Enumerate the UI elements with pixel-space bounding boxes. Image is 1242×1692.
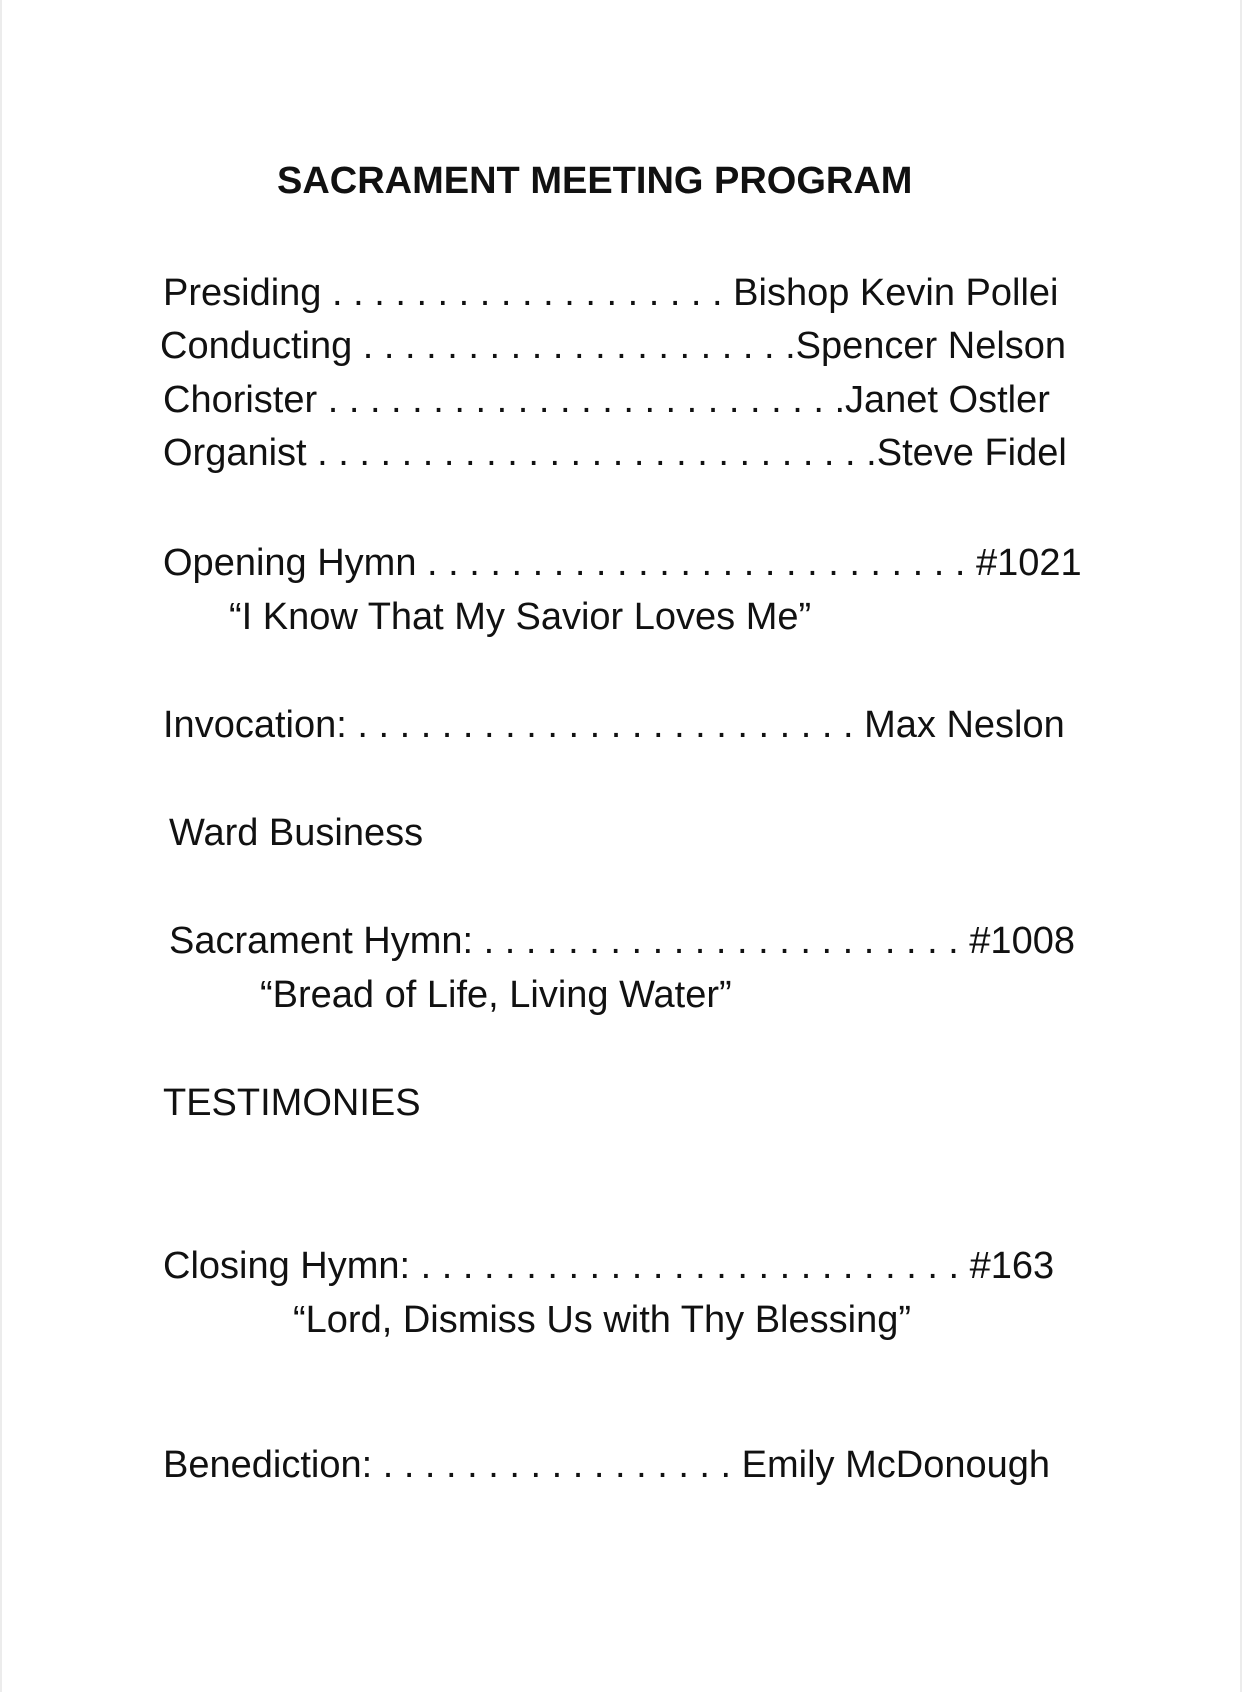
ward-business-heading: Ward Business [169, 812, 424, 854]
presiding-line: Presiding . . . . . . . . . . . . . . . . . . . Bishop Kevin Pollei [163, 272, 1059, 314]
chorister-line: Chorister . . . . . . . . . . . . . . . . . . . . . . . . .Janet Ostler [163, 379, 1050, 421]
closing-hymn-title: “Lord, Dismiss Us with Thy Blessing” [293, 1299, 912, 1341]
sacrament-hymn-line: Sacrament Hymn: . . . . . . . . . . . . . . . . . . . . . . . #1008 [169, 920, 1075, 962]
benediction-line: Benediction: . . . . . . . . . . . . . . . . . Emily McDonough [163, 1444, 1051, 1486]
organist-line: Organist . . . . . . . . . . . . . . . . . . . . . . . . . . .Steve Fidel [163, 432, 1067, 474]
testimonies-heading: TESTIMONIES [163, 1082, 421, 1124]
sacrament-hymn-title: “Bread of Life, Living Water” [260, 974, 732, 1016]
program-title: SACRAMENT MEETING PROGRAM [277, 160, 913, 202]
invocation-line: Invocation: . . . . . . . . . . . . . . . . . . . . . . . . Max Neslon [163, 704, 1065, 746]
opening-hymn-line: Opening Hymn . . . . . . . . . . . . . . . . . . . . . . . . . . #1021 [163, 542, 1082, 584]
closing-hymn-line: Closing Hymn: . . . . . . . . . . . . . . . . . . . . . . . . . . #163 [163, 1245, 1055, 1287]
conducting-line: Conducting . . . . . . . . . . . . . . . . . . . . .Spencer Nelson [160, 325, 1067, 367]
opening-hymn-title: “I Know That My Savior Loves Me” [229, 596, 812, 638]
